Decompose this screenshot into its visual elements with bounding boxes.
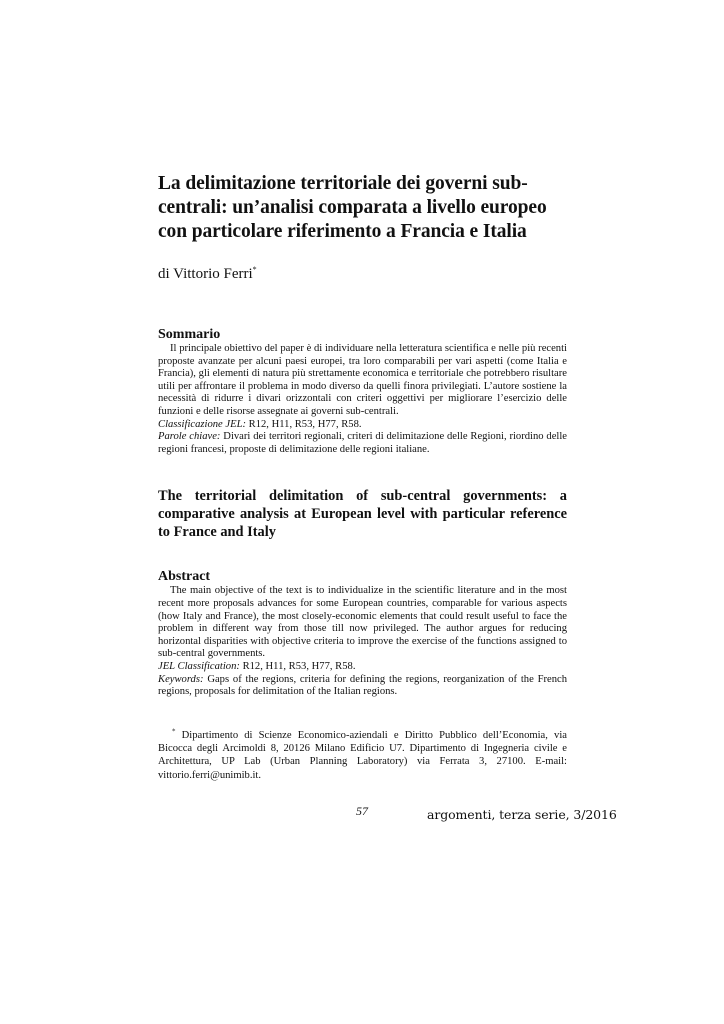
abstract-keywords — [158, 674, 567, 699]
author-footnote-mark: * — [252, 265, 257, 274]
abstract-jel-codes: R12, H11, R53, H77, R58. — [239, 660, 356, 672]
author-line — [158, 265, 567, 283]
sommario-jel-codes: R12, H11, R53, H77, R58. — [245, 418, 362, 430]
sommario-keywords-label: Parole chiave: — [158, 431, 221, 443]
journal-reference: argomenti, terza serie, 3/2016 — [427, 807, 617, 822]
abstract-keywords-label: Keywords: — [158, 673, 204, 685]
abstract-keywords-text: Gaps of the regions, criteria for defining the regions, reorganization of the French regions, proposals for delimitation of the Italian regions. — [158, 673, 567, 698]
english-title: The territorial delimitation of sub-central governments: a comparative analysis at European level with particular reference to France and Italy — [158, 488, 567, 541]
paper-page — [158, 172, 567, 792]
abstract-text: The main objective of the text is to individualize in the scientific literature and in the most recent more proposals advances for some European countries, comparable for various aspects (how Italy and France), the most closely-economic elements that could result useful to face the problem in different way from those till now privileged. The author argues for reducing horizontal disparities with objective criteria to improve the exercise of the functions assigned to sub-central governments. — [158, 585, 567, 660]
abstract-jel — [158, 661, 567, 674]
author-name: di Vittorio Ferri — [158, 266, 253, 282]
sommario-keywords — [158, 431, 567, 456]
footnote-text: Dipartimento di Scienze Economico-aziendali e Diritto Pubblico dell’Economia, via Bicocca degli Arcimoldi 8, 20126 Milano Edificio U7. Dipartimento di Ingegneria civile e Architettura, UP Lab (Urban Planning Laboratory) via Ferrata 3, 27100. E-mail: vittorio.ferri@unimib.it. — [158, 729, 567, 781]
footnote-mark: * — [172, 727, 176, 736]
sommario-jel-label: Classificazione JEL: — [158, 418, 246, 430]
abstract-section — [158, 569, 567, 698]
author-affiliation-footnote — [158, 729, 567, 782]
sommario-jel — [158, 419, 567, 432]
sommario-section — [158, 327, 567, 456]
abstract-heading: Abstract — [158, 569, 211, 585]
page-number: 57 — [356, 804, 368, 818]
abstract-jel-label: JEL Classification: — [158, 660, 240, 672]
sommario-keywords-text: Divari dei territori regionali, criteri di delimitazione delle Regioni, riordino delle regioni francesi, proposte di delimitazione delle regioni italiane. — [158, 431, 567, 455]
article-title: La delimitazione territoriale dei governi sub-centrali: un’analisi comparata a livello europeo con particolare riferimento a Francia e Italia — [158, 173, 547, 242]
sommario-heading: Sommario — [158, 327, 221, 342]
sommario-text: Il principale obiettivo del paper è di individuare nella letteratura scientifica e nelle più recenti proposte avanzate per alcuni paesi europei, tra loro comparabili per vari aspetti (come Italia e Francia), gli elementi di natura più strettamente economica e territoriale che potrebbero risultare utili per affrontare il problema in modo diverso da quelli finora privilegiati. L’autore sostiene la necessità di ridurre i divari orizzontali con criteri oggettivi per migliorare l’esercizio delle funzioni e delle risorse assegnate ai governi sub-centrali. — [158, 343, 567, 417]
